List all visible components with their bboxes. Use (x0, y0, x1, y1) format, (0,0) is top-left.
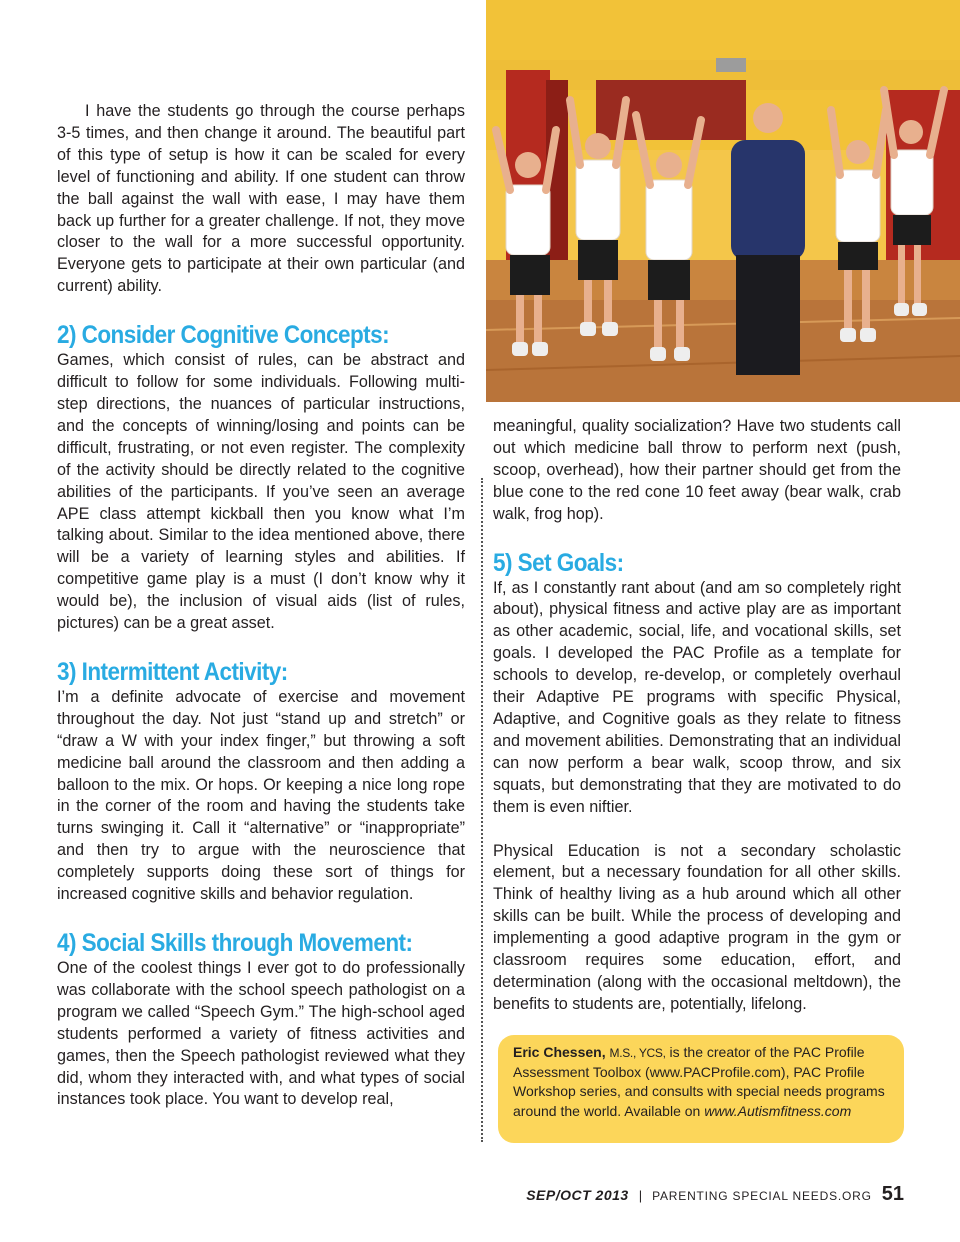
issue-date: SEP/OCT 2013 (526, 1187, 629, 1203)
publication-name: PARENTING SPECIAL NEEDS.ORG (652, 1189, 872, 1203)
section-heading-cognitive-concepts: 2) Consider Cognitive Concepts: (57, 321, 390, 350)
author-bio-box (498, 1035, 904, 1143)
right-column (493, 416, 901, 1016)
author-name: Eric Chessen, (513, 1044, 606, 1060)
author-credentials: M.S., YCS, (609, 1046, 666, 1060)
author-bio-text: is the creator of the PAC Profile Assessment Toolbox (www.PACProfile.com), PAC Profile Workshop series, and consults with special needs programs around the world. Available on (513, 1044, 885, 1119)
section-paragraph-intermittent-activity: I’m a definite advocate of exercise and movement throughout the day. Not just “stand up and stretch” or “draw a W with your index finger,” but throwing a soft medicine ball around the classroom and then adding a balloon to the mix. Or hops. Or keeping a nice long rope in the corner of the room and having the students take turns swinging it. Call it “alternative” or “inappropriate” and then try to argue with the neuroscience that completely supports doing these sort of things for increased cognitive skills and behavior regulation. (57, 687, 465, 904)
intro-paragraph: I have the students go through the course perhaps 3-5 times, and then change it around. The beautiful part of this type of setup is how it can be scaled for every level of functioning and ability. If one student can throw the ball against the wall with ease, I may have them back up further for a greater challenge. If not, they move closer to the wall for a more successful opportunity. Everyone gets to participate at their own particular (and current) ability. (57, 102, 465, 296)
continuation-paragraph: meaningful, quality socialization? Have two students call out which medicine ball throw to perform next (push, scoop, overhead), how their partner should get from the blue cone to the red cone 10 feet away (bear walk, crab walk, frog hop). (493, 417, 901, 523)
left-column (57, 101, 465, 1111)
column-divider (481, 478, 483, 1142)
section-heading-intermittent-activity: 3) Intermittent Activity: (57, 657, 288, 686)
gym-class-photo (486, 0, 960, 402)
footer-separator: | (638, 1188, 643, 1203)
page-number: 51 (881, 1183, 904, 1205)
section-paragraph-social-skills: One of the coolest things I ever got to do professionally was collaborate with the school speech pathologist on a program we called “Speech Gym.” The high-school aged students performed a variety of fitness activities and games, then the Speech pathologist reviewed what they did, whom they interacted with, and what types of social instances took place. You want to develop real, (57, 959, 465, 1109)
section-heading-set-goals: 5) Set Goals: (493, 548, 624, 577)
section-paragraph-cognitive-concepts: Games, which consist of rules, can be abstract and difficult to follow for some individuals. Following multi-step directions, the nuances of particular instructions, and the concepts of winning/losing and points can be difficult, frustrating, or not even register. The complexity of the activity should be directly related to the cognitive abilities of the participants. If you’ve seen an average APE class attempt kickball then you know what I’m talking about. Similar to the idea mentioned above, there will be a variety of learning styles and abilities. If competitive game play is a must (I don’t know why it would be), the inclusion of visual aids (list of rules, pictures) can be a great asset. (57, 351, 465, 633)
conclusion-paragraph: Physical Education is not a secondary scholastic element, but a necessary foundation for all other skills. Think of healthy living as a hub around which all other skills can be built. While the process of developing and implementing a good adaptive program in the gym or classroom requires some education, effort, and determination (along with the occasional meltdown), the benefits to students are, potentially, lifelong. (493, 841, 901, 1013)
section-heading-social-skills: 4) Social Skills through Movement: (57, 929, 413, 957)
section-paragraph-set-goals: If, as I constantly rant about (and am so completely right about), physical fitness and active play are as important as other academic, social, life, and vocational skills, set goals. I developed the PAC Profile as a template for schools to develop, re-develop, or completely overhaul their Adaptive PE programs with specific Physical, Adaptive, and Cognitive goals as they relate to fitness and movement abilities. Demonstrating that an individual can now perform a bear walk, scoop throw, and six squats, but demonstrating that they are motivated to do them is even niftier. (493, 578, 901, 816)
page-footer (526, 1183, 904, 1207)
author-website-link[interactable]: www.Autismfitness.com (704, 1102, 852, 1119)
